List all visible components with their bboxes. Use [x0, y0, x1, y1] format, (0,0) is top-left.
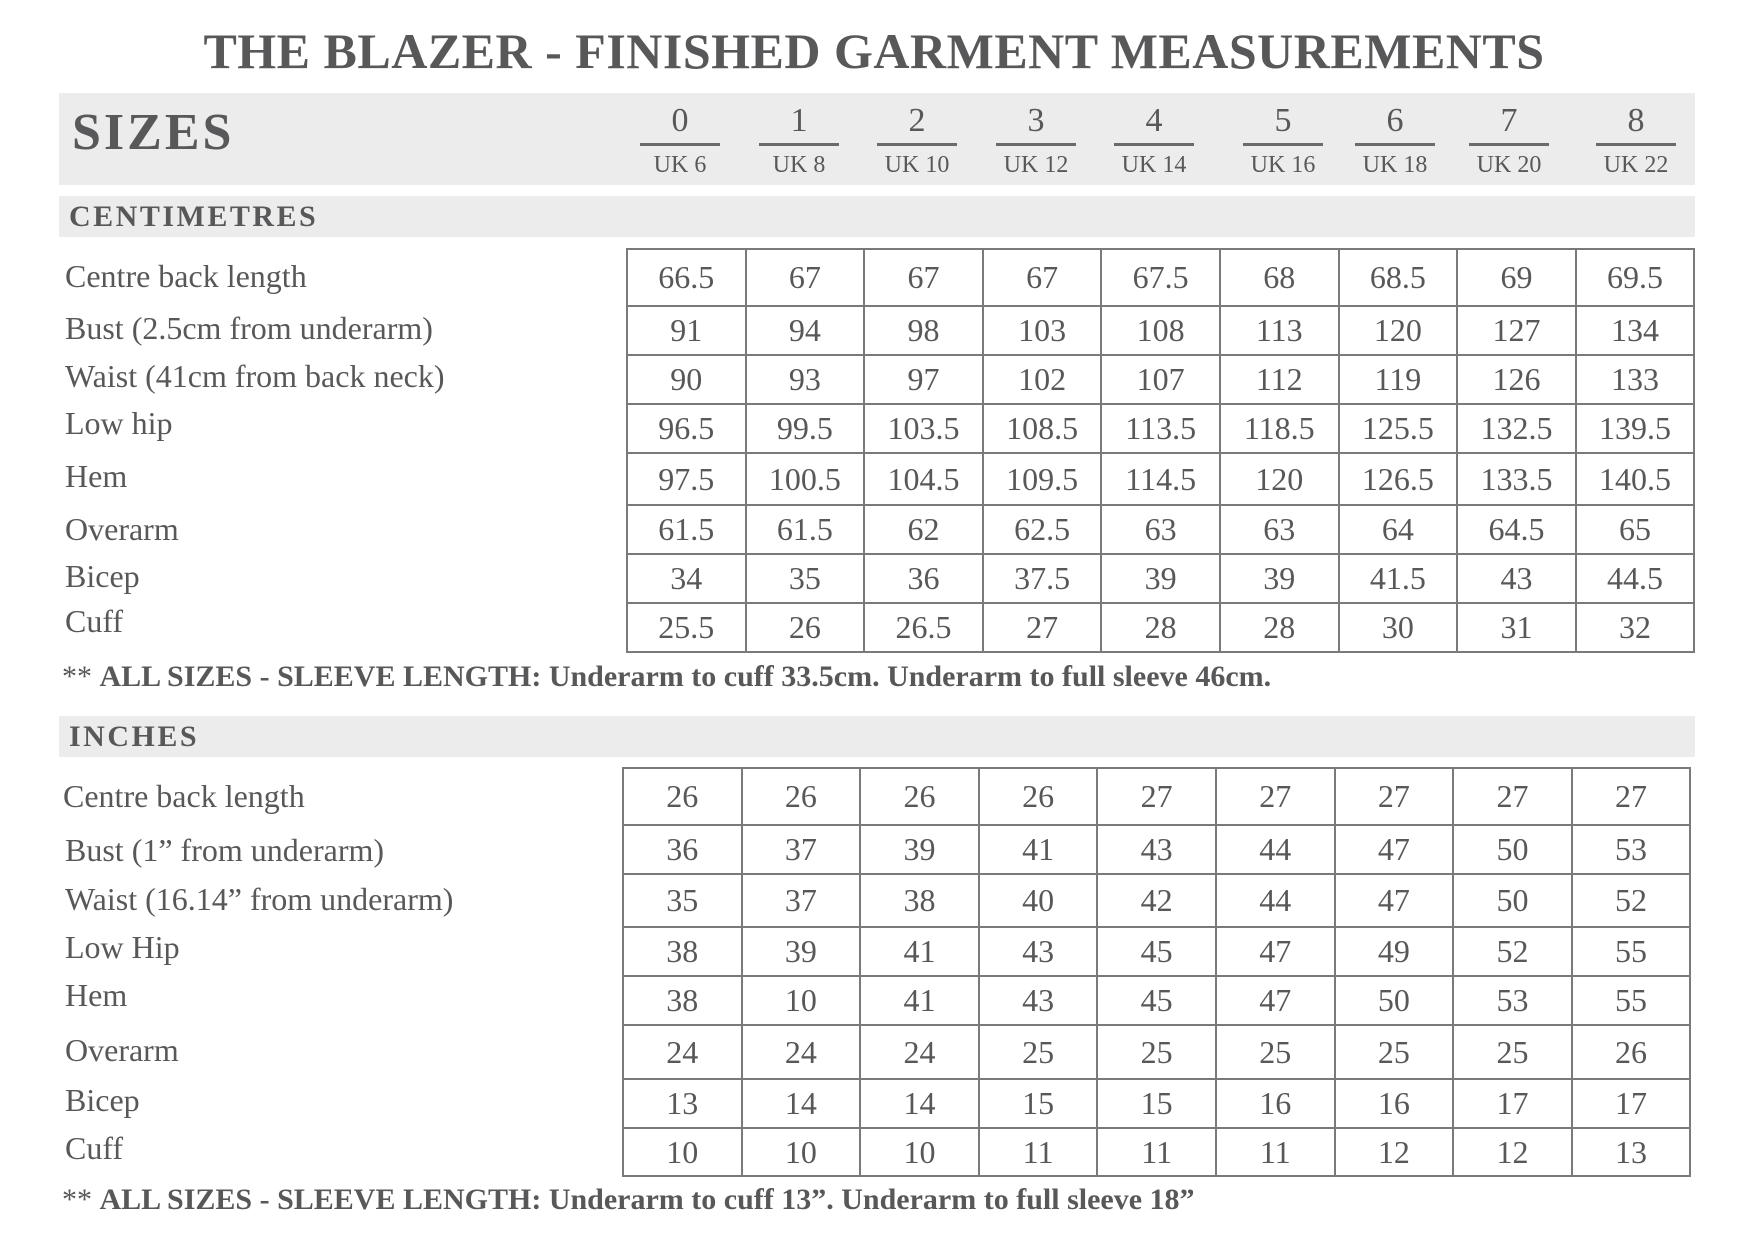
row-label-centre-back-length: Centre back length: [65, 258, 307, 294]
table-cell: 16: [1216, 1079, 1335, 1128]
table-cell: 50: [1453, 874, 1572, 927]
sizes-label: SIZES: [72, 104, 235, 161]
table-cell: 26: [860, 768, 979, 825]
table-cell: 25: [1453, 1025, 1572, 1079]
table-cell: 93: [746, 355, 865, 404]
table-cell: 68: [1220, 249, 1339, 306]
table-cell: 119: [1339, 355, 1458, 404]
table-cell: 103: [983, 306, 1102, 355]
table-cell: 52: [1572, 874, 1691, 927]
table-cell: 109.5: [983, 453, 1102, 505]
table-cell: 44: [1216, 825, 1335, 874]
table-cell: 134: [1576, 306, 1695, 355]
table-cell: 42: [1097, 874, 1216, 927]
table-cell: 36: [864, 554, 983, 603]
table-cell: 11: [1216, 1128, 1335, 1176]
footnote-heading: ALL SIZES - SLEEVE LENGTH:: [99, 1183, 542, 1216]
size-uk-equivalent: UK 14: [1121, 152, 1187, 178]
row-label-centre-back-length: Centre back length: [63, 778, 305, 814]
table-cell: 120: [1220, 453, 1339, 505]
table-cell: 13: [623, 1079, 742, 1128]
table-row: [627, 249, 1694, 306]
table-cell: 43: [1097, 825, 1216, 874]
table-cell: 65: [1576, 505, 1695, 554]
inches-table: [622, 767, 1691, 1177]
size-column: [1355, 101, 1435, 180]
table-cell: 32: [1576, 603, 1695, 652]
table-row: [623, 825, 1690, 874]
table-cell: 26: [1572, 1025, 1691, 1079]
table-cell: 50: [1453, 825, 1572, 874]
table-cell: 104.5: [864, 453, 983, 505]
table-cell: 17: [1453, 1079, 1572, 1128]
table-cell: 62: [864, 505, 983, 554]
table-cell: 35: [623, 874, 742, 927]
table-cell: 108: [1101, 306, 1220, 355]
table-cell: 37: [742, 825, 861, 874]
table-cell: 132.5: [1457, 404, 1576, 453]
row-label-overarm: Overarm: [65, 1032, 179, 1068]
inches-heading: INCHES: [69, 720, 200, 753]
table-cell: 10: [623, 1128, 742, 1176]
table-cell: 38: [623, 927, 742, 976]
table-row: [623, 768, 1690, 825]
table-cell: 113.5: [1101, 404, 1220, 453]
table-cell: 66.5: [627, 249, 746, 306]
table-row: [627, 603, 1694, 652]
table-cell: 140.5: [1576, 453, 1695, 505]
centimetres-table: [626, 248, 1695, 653]
table-cell: 43: [979, 927, 1098, 976]
page-title: THE BLAZER - FINISHED GARMENT MEASUREMENTS: [203, 23, 1545, 79]
table-cell: 27: [1216, 768, 1335, 825]
table-cell: 43: [979, 976, 1098, 1025]
size-number: 6: [1386, 102, 1404, 139]
table-cell: 39: [1101, 554, 1220, 603]
table-cell: 120: [1339, 306, 1458, 355]
table-cell: 139.5: [1576, 404, 1695, 453]
size-column: [1596, 101, 1676, 180]
size-number: 0: [671, 102, 689, 139]
table-cell: 98: [864, 306, 983, 355]
table-cell: 38: [860, 874, 979, 927]
row-label-cuff: Cuff: [65, 1130, 124, 1166]
table-cell: 25: [1335, 1025, 1454, 1079]
table-cell: 61.5: [627, 505, 746, 554]
table-cell: 113: [1220, 306, 1339, 355]
table-cell: 91: [627, 306, 746, 355]
table-cell: 41.5: [1339, 554, 1458, 603]
table-cell: 30: [1339, 603, 1458, 652]
size-divider: [996, 143, 1076, 146]
table-cell: 37: [742, 874, 861, 927]
table-cell: 47: [1216, 927, 1335, 976]
table-row: [627, 355, 1694, 404]
table-cell: 67: [983, 249, 1102, 306]
table-cell: 47: [1216, 976, 1335, 1025]
table-cell: 133.5: [1457, 453, 1576, 505]
size-divider: [1596, 143, 1676, 146]
table-cell: 27: [983, 603, 1102, 652]
size-divider: [759, 143, 839, 146]
table-cell: 41: [979, 825, 1098, 874]
table-cell: 25: [979, 1025, 1098, 1079]
table-cell: 14: [742, 1079, 861, 1128]
row-label-hem: Hem: [65, 977, 128, 1013]
table-cell: 55: [1572, 927, 1691, 976]
table-cell: 39: [860, 825, 979, 874]
size-uk-equivalent: UK 18: [1362, 152, 1428, 178]
table-cell: 41: [860, 927, 979, 976]
table-cell: 99.5: [746, 404, 865, 453]
size-column: [996, 101, 1076, 180]
table-cell: 16: [1335, 1079, 1454, 1128]
table-cell: 126: [1457, 355, 1576, 404]
table-row: [627, 306, 1694, 355]
table-row: [623, 1128, 1690, 1176]
size-uk-equivalent: UK 12: [1003, 152, 1069, 178]
table-cell: 27: [1097, 768, 1216, 825]
row-label-waist: Waist (16.14” from underarm): [65, 881, 454, 917]
table-cell: 14: [860, 1079, 979, 1128]
table-row: [627, 505, 1694, 554]
size-number: 3: [1027, 102, 1045, 139]
table-cell: 24: [860, 1025, 979, 1079]
table-cell: 50: [1335, 976, 1454, 1025]
size-number: 5: [1274, 102, 1292, 139]
table-cell: 26: [746, 603, 865, 652]
size-divider: [640, 143, 720, 146]
table-cell: 27: [1335, 768, 1454, 825]
table-cell: 17: [1572, 1079, 1691, 1128]
table-cell: 12: [1453, 1128, 1572, 1176]
size-uk-equivalent: UK 8: [772, 152, 826, 178]
table-cell: 24: [623, 1025, 742, 1079]
table-row: [627, 554, 1694, 603]
size-divider: [1243, 143, 1323, 146]
size-uk-equivalent: UK 22: [1603, 152, 1669, 178]
table-cell: 103.5: [864, 404, 983, 453]
row-label-bicep: Bicep: [65, 558, 140, 594]
row-label-bicep: Bicep: [65, 1082, 140, 1118]
size-column: [877, 101, 957, 180]
table-cell: 25: [1097, 1025, 1216, 1079]
table-cell: 39: [1220, 554, 1339, 603]
size-uk-equivalent: UK 16: [1250, 152, 1316, 178]
table-cell: 63: [1220, 505, 1339, 554]
table-row: [623, 1079, 1690, 1128]
table-cell: 40: [979, 874, 1098, 927]
table-cell: 107: [1101, 355, 1220, 404]
table-cell: 47: [1335, 825, 1454, 874]
table-cell: 11: [1097, 1128, 1216, 1176]
table-cell: 67.5: [1101, 249, 1220, 306]
table-cell: 38: [623, 976, 742, 1025]
row-label-overarm: Overarm: [65, 511, 179, 547]
table-cell: 61.5: [746, 505, 865, 554]
table-cell: 45: [1097, 976, 1216, 1025]
table-cell: 45: [1097, 927, 1216, 976]
table-cell: 26.5: [864, 603, 983, 652]
size-column: [640, 101, 720, 180]
sizes-header-band: [59, 93, 1695, 185]
centimetres-heading: CENTIMETRES: [69, 200, 319, 233]
table-cell: 10: [742, 976, 861, 1025]
table-cell: 37.5: [983, 554, 1102, 603]
size-uk-equivalent: UK 10: [884, 152, 950, 178]
table-cell: 15: [979, 1079, 1098, 1128]
table-cell: 100.5: [746, 453, 865, 505]
table-cell: 47: [1335, 874, 1454, 927]
table-cell: 118.5: [1220, 404, 1339, 453]
table-cell: 44: [1216, 874, 1335, 927]
table-cell: 125.5: [1339, 404, 1458, 453]
table-cell: 133: [1576, 355, 1695, 404]
row-label-waist: Waist (41cm from back neck): [65, 358, 445, 394]
table-cell: 126.5: [1339, 453, 1458, 505]
centimetres-section-band: [59, 196, 1695, 237]
table-cell: 12: [1335, 1128, 1454, 1176]
row-label-hem: Hem: [65, 458, 128, 494]
table-cell: 114.5: [1101, 453, 1220, 505]
table-cell: 35: [746, 554, 865, 603]
footnote-stars: **: [62, 1183, 92, 1216]
table-cell: 127: [1457, 306, 1576, 355]
table-cell: 67: [746, 249, 865, 306]
table-cell: 25.5: [627, 603, 746, 652]
table-cell: 26: [623, 768, 742, 825]
table-row: [623, 927, 1690, 976]
size-divider: [1469, 143, 1549, 146]
table-cell: 69: [1457, 249, 1576, 306]
table-cell: 97.5: [627, 453, 746, 505]
table-cell: 52: [1453, 927, 1572, 976]
table-cell: 41: [860, 976, 979, 1025]
table-cell: 26: [742, 768, 861, 825]
table-cell: 97: [864, 355, 983, 404]
table-cell: 27: [1453, 768, 1572, 825]
size-number: 8: [1627, 102, 1645, 139]
size-column: [759, 101, 839, 180]
row-label-bust: Bust (1” from underarm): [65, 832, 385, 868]
table-row: [623, 874, 1690, 927]
table-cell: 39: [742, 927, 861, 976]
footnote-text: Underarm to cuff 13”. Underarm to full sleeve 18”: [548, 1183, 1195, 1216]
table-cell: 68.5: [1339, 249, 1458, 306]
table-cell: 34: [627, 554, 746, 603]
size-divider: [877, 143, 957, 146]
table-cell: 64: [1339, 505, 1458, 554]
table-cell: 64.5: [1457, 505, 1576, 554]
size-number: 7: [1500, 102, 1518, 139]
inches-section-band: [59, 716, 1695, 757]
table-row: [623, 976, 1690, 1025]
table-cell: 28: [1101, 603, 1220, 652]
size-column: [1243, 101, 1323, 180]
table-cell: 90: [627, 355, 746, 404]
table-cell: 10: [742, 1128, 861, 1176]
table-cell: 44.5: [1576, 554, 1695, 603]
size-divider: [1114, 143, 1194, 146]
size-number: 1: [790, 102, 808, 139]
centimetres-sleeve-footnote: [62, 660, 1271, 694]
size-column: [1469, 101, 1549, 180]
table-cell: 11: [979, 1128, 1098, 1176]
table-cell: 13: [1572, 1128, 1691, 1176]
table-cell: 36: [623, 825, 742, 874]
table-cell: 108.5: [983, 404, 1102, 453]
table-cell: 63: [1101, 505, 1220, 554]
table-cell: 96.5: [627, 404, 746, 453]
table-cell: 27: [1572, 768, 1691, 825]
table-cell: 69.5: [1576, 249, 1695, 306]
table-cell: 10: [860, 1128, 979, 1176]
size-number: 4: [1145, 102, 1163, 139]
table-row: [627, 453, 1694, 505]
table-cell: 28: [1220, 603, 1339, 652]
size-divider: [1355, 143, 1435, 146]
table-cell: 43: [1457, 554, 1576, 603]
table-cell: 15: [1097, 1079, 1216, 1128]
footnote-text: Underarm to cuff 33.5cm. Underarm to full sleeve 46cm.: [548, 660, 1272, 693]
inches-sleeve-footnote: [62, 1183, 1195, 1217]
table-row: [627, 404, 1694, 453]
table-cell: 24: [742, 1025, 861, 1079]
table-cell: 53: [1453, 976, 1572, 1025]
footnote-heading: ALL SIZES - SLEEVE LENGTH:: [99, 660, 542, 693]
table-cell: 67: [864, 249, 983, 306]
table-cell: 55: [1572, 976, 1691, 1025]
table-row: [623, 1025, 1690, 1079]
table-cell: 49: [1335, 927, 1454, 976]
row-label-low-hip: Low Hip: [65, 929, 180, 965]
table-cell: 53: [1572, 825, 1691, 874]
size-number: 2: [908, 102, 926, 139]
table-cell: 94: [746, 306, 865, 355]
size-column: [1114, 101, 1194, 180]
table-cell: 26: [979, 768, 1098, 825]
table-cell: 102: [983, 355, 1102, 404]
table-cell: 112: [1220, 355, 1339, 404]
row-label-low-hip: Low hip: [65, 405, 173, 441]
footnote-stars: **: [62, 660, 92, 693]
row-label-cuff: Cuff: [65, 603, 124, 639]
table-cell: 25: [1216, 1025, 1335, 1079]
row-label-bust: Bust (2.5cm from underarm): [65, 310, 433, 346]
size-uk-equivalent: UK 20: [1476, 152, 1542, 178]
table-cell: 31: [1457, 603, 1576, 652]
size-uk-equivalent: UK 6: [653, 152, 707, 178]
table-cell: 62.5: [983, 505, 1102, 554]
